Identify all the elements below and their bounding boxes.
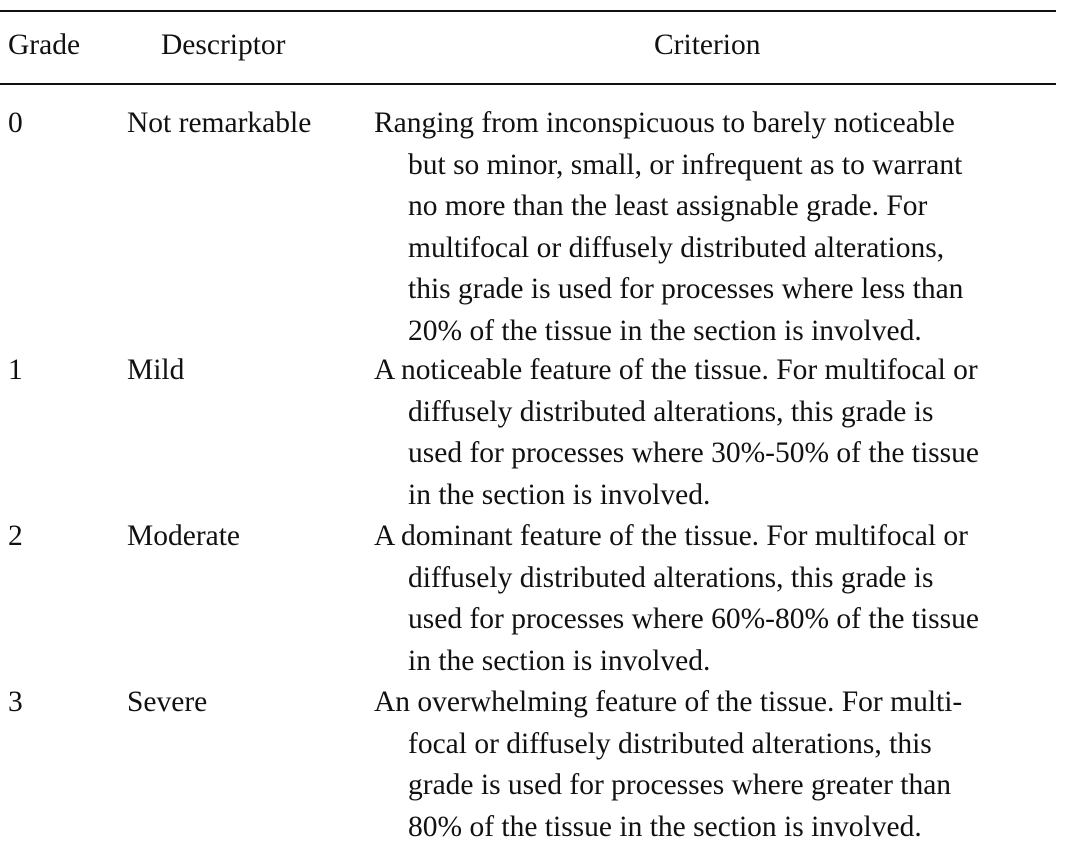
grade-cell: 0 (8, 107, 23, 139)
criterion-line: diffusely distributed alterations, this grade is (408, 395, 934, 428)
criterion-line: used for processes where 30%-50% of the tissue (408, 437, 979, 469)
descriptor-cell: Severe (127, 686, 208, 718)
criterion-line: 80% of the tissue in the section is involved. (408, 810, 922, 843)
criterion-line: used for processes where 60%-80% of the tissue (408, 603, 979, 635)
descriptor-cell: Not remarkable (127, 107, 312, 139)
criterion-line: diffusely distributed alterations, this grade is (408, 561, 934, 594)
criterion-cell (374, 350, 1064, 516)
grade-cell: 1 (8, 354, 23, 386)
criterion-line: this grade is used for processes where less than (408, 273, 964, 305)
criterion-line: grade is used for processes where greater than (408, 769, 952, 801)
top-rule (0, 10, 1056, 12)
criterion-cell (374, 516, 1064, 682)
criterion-line: multifocal or diffusely distributed alterations, (408, 231, 945, 264)
criterion-line: in the section is involved. (408, 644, 711, 677)
grade-cell: 2 (8, 520, 23, 552)
criterion-line: A noticeable feature of the tissue. For multifocal or (374, 354, 978, 386)
criterion-line: but so minor, small, or infrequent as to warrant (408, 148, 963, 181)
descriptor-cell: Mild (127, 354, 185, 386)
header-rule (0, 83, 1056, 85)
criterion-line: 20% of the tissue in the section is involved. (408, 314, 922, 347)
criterion-line: in the section is involved. (408, 478, 711, 511)
header-descriptor: Descriptor (161, 29, 286, 61)
criterion-line: A dominant feature of the tissue. For multifocal or (374, 520, 968, 552)
criterion-line: Ranging from inconspicuous to barely noticeable (374, 107, 955, 139)
grade-cell: 3 (8, 686, 23, 718)
criterion-cell (374, 682, 1064, 848)
criterion-line: no more than the least assignable grade. For (408, 190, 928, 222)
header-grade: Grade (8, 29, 81, 61)
criterion-line: focal or diffusely distributed alterations, this (408, 727, 932, 760)
header-criterion: Criterion (654, 29, 761, 61)
descriptor-cell: Moderate (127, 520, 241, 552)
criterion-cell (374, 103, 1064, 352)
criterion-line: An overwhelming feature of the tissue. For multi- (374, 686, 963, 718)
